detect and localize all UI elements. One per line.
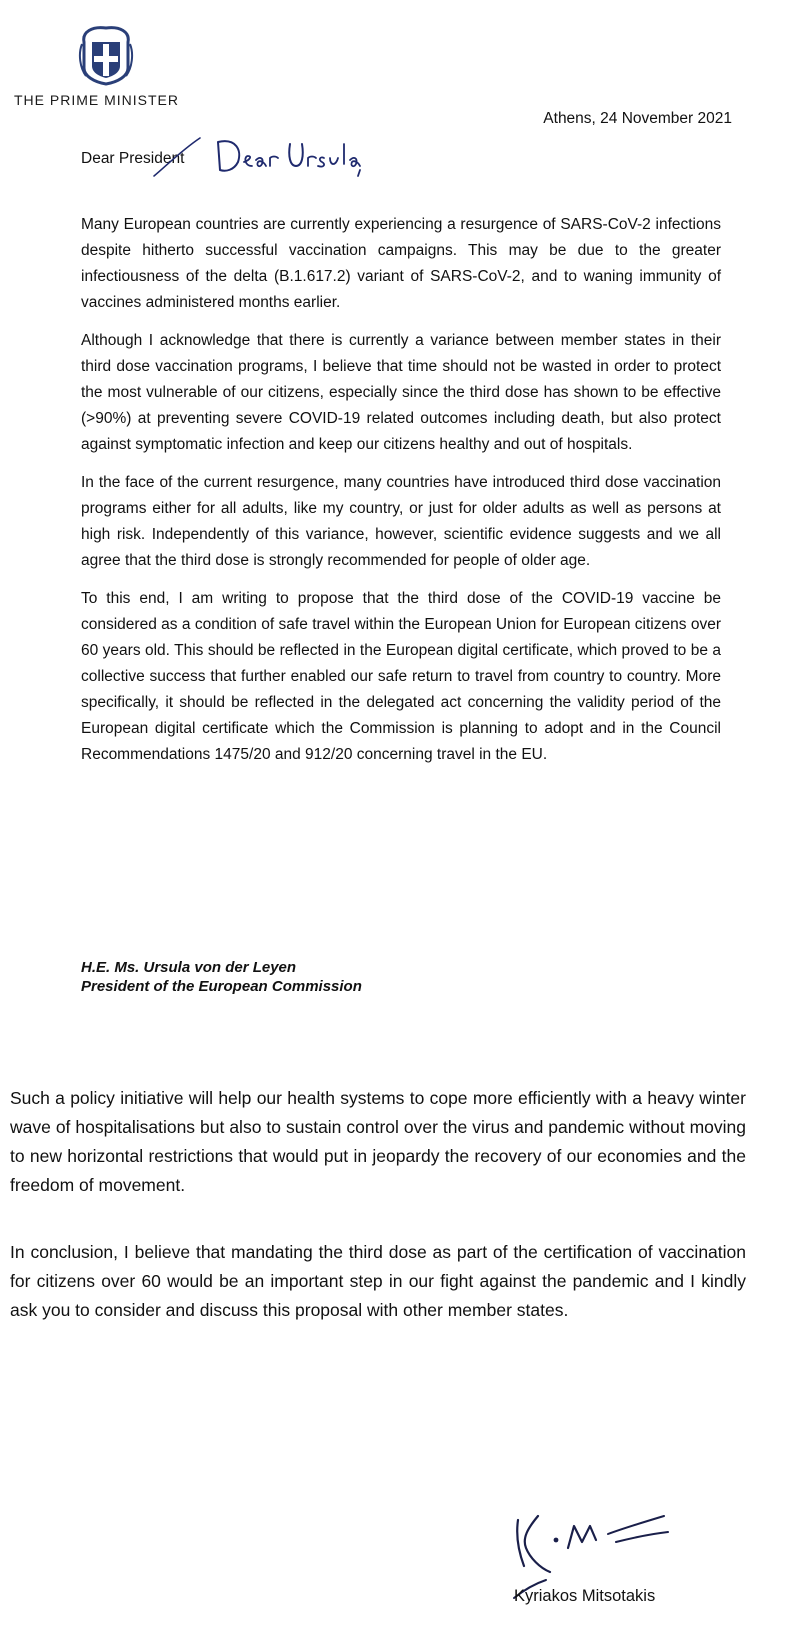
strikethrough-mark: [152, 136, 202, 180]
paragraph: To this end, I am writing to propose that the third dose of the COVID-19 vaccine be considered as a condition of safe travel within the European Union for European citizens over 60 years old. This should be reflected in the European digital certificate, which proved to be a collective success that further enabled our safe return to travel from country to country. More specifically, it should be reflected in the delegated act concerning the validity period of the European digital certificate which the Commission is planning to adopt and in the Council Recommendations 1475/20 and 912/20 concerning travel in the EU.: [81, 590, 721, 763]
handwritten-salutation: [212, 130, 362, 182]
addressee-name: H.E. Ms. Ursula von der Leyen: [81, 959, 297, 976]
greek-coat-of-arms-icon: [76, 24, 136, 86]
office-title: THE PRIME MINISTER: [14, 92, 180, 108]
dateline: Athens, 24 November 2021: [543, 110, 732, 127]
letter-body-bottom: [10, 1084, 746, 1363]
letter-body-top: [81, 212, 721, 780]
paragraph: In conclusion, I believe that mandating the third dose as part of the certification of vaccination for citizens over 60 would be an important step in our fight against the pandemic and I kindly ask you to consider and discuss this proposal with other member states.: [10, 1242, 746, 1320]
paragraph: In the face of the current resurgence, many countries have introduced third dose vaccination programs either for all adults, like my country, or just for older adults as well as persons at high risk. Independently of this variance, however, scientific evidence suggests and we all agree that the third dose is strongly recommended for people of older age.: [81, 474, 721, 569]
salutation-typed: Dear President: [81, 150, 185, 167]
addressee-block: [81, 958, 362, 996]
addressee-title: President of the European Commission: [81, 978, 362, 995]
signatory-name: Kyriakos Mitsotakis: [514, 1587, 656, 1605]
paragraph: Such a policy initiative will help our health systems to cope more efficiently with a heavy winter wave of hospitalisations but also to sustain control over the virus and pandemic without moving to new horizontal restrictions that would put in jeopardy the recovery of our economies and the freedom of movement.: [10, 1088, 746, 1195]
paragraph: Although I acknowledge that there is currently a variance between member states in their third dose vaccination programs, I believe that time should not be wasted in order to protect the most vulnerable of our citizens, especially since the third dose has shown to be effective (>90%) at preventing severe COVID-19 related outcomes including death, but also protect against symptomatic infection and keep our citizens healthy and out of hospitals.: [81, 332, 721, 453]
paragraph: Many European countries are currently experiencing a resurgence of SARS-CoV-2 infections despite hitherto successful vaccination campaigns. This may be due to the greater infectiousness of the delta (B.1.617.2) variant of SARS-CoV-2, and to waning immunity of vaccines administered months earlier.: [81, 216, 721, 311]
